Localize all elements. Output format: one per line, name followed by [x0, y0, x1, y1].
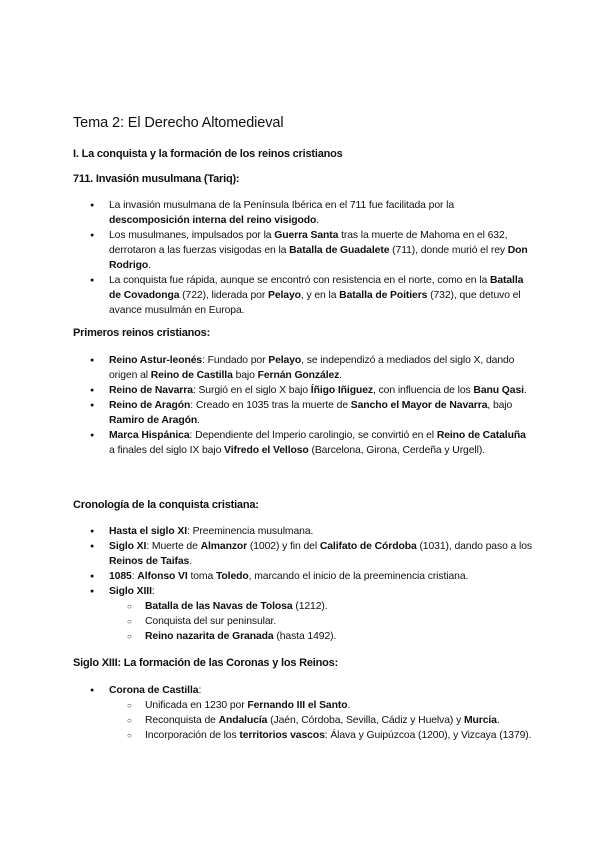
page-title: Tema 2: El Derecho Altomedieval	[73, 115, 284, 131]
castilla-sublist	[109, 698, 533, 743]
sublist-item: ○ Batalla de las Navas de Tolosa (1212).	[109, 599, 533, 614]
siglo13-heading: Siglo XIII: La formación de las Coronas y los Reinos:	[73, 657, 339, 669]
siglo13-list	[73, 683, 533, 743]
sublist-item: ○ Reino nazarita de Granada (hasta 1492).	[109, 629, 533, 644]
list-item: ● 1085: Alfonso VI toma Toledo, marcando el inicio de la preeminencia cristiana.	[73, 569, 533, 584]
sublist-item: ○ Unificada en 1230 por Fernando III el Santo.	[109, 698, 533, 713]
list-item: ● Hasta el siglo XI: Preeminencia musulmana.	[73, 524, 533, 539]
list-item: ● Los musulmanes, impulsados por la Guerra Santa tras la muerte de Mahoma en el 632, derrotaron a las fuerzas visigodas en la Batalla de Guadalete (711), donde murió el rey Don Rodrigo.	[73, 228, 533, 273]
list-item: ● Marca Hispánica: Dependiente del Imperio carolingio, se convirtió en el Reino de Cataluña a finales del siglo IX bajo Vifredo el Velloso (Barcelona, Girona, Cerdeña y Urgell).	[73, 428, 533, 458]
cronologia-list	[73, 524, 533, 644]
list-item: ● Siglo XI: Muerte de Almanzor (1002) y fin del Califato de Córdoba (1031), dando paso a los Reinos de Taifas.	[73, 539, 533, 569]
reinos-list	[73, 353, 533, 458]
siglo-xiii-sublist	[109, 599, 533, 644]
sublist-item: ○ Reconquista de Andalucía (Jaén, Córdoba, Sevilla, Cádiz y Huelva) y Murcia.	[109, 713, 533, 728]
section-heading: I. La conquista y la formación de los reinos cristianos	[73, 148, 343, 160]
cronologia-heading: Cronología de la conquista cristiana:	[73, 499, 259, 511]
list-item: ● Reino Astur-leonés: Fundado por Pelayo, se independizó a mediados del siglo X, dando origen al Reino de Castilla bajo Fernán González.	[73, 353, 533, 383]
invasion-list	[73, 198, 533, 318]
list-item: ● Reino de Navarra: Surgió en el siglo X bajo Íñigo Iñiguez, con influencia de los Banu Qasi.	[73, 383, 533, 398]
list-item: ● La invasión musulmana de la Península Ibérica en el 711 fue facilitada por la descomposición interna del reino visigodo.	[73, 198, 533, 228]
list-item: ● Reino de Aragón: Creado en 1035 tras la muerte de Sancho el Mayor de Navarra, bajo Ramiro de Aragón.	[73, 398, 533, 428]
list-item: ● Siglo XIII: ○ Batalla de las Navas de Tolosa (1212). ○ Conquista del sur peninsular. ○ Reino nazarita de Granada (hasta 1492).	[73, 584, 533, 644]
list-item: ● La conquista fue rápida, aunque se encontró con resistencia en el norte, como en la Batalla de Covadonga (722), liderada por Pelayo, y en la Batalla de Poitiers (732), que detuvo el avance musulmán en Europa.	[73, 273, 533, 318]
list-item: ● Corona de Castilla: ○ Unificada en 1230 por Fernando III el Santo. ○ Reconquista de Andalucía (Jaén, Córdoba, Sevilla, Cádiz y Huelva) y Murcia. ○ Incorporación de los territorios vascos: Álava y Guipúzcoa (1200), y Vizcaya (1379).	[73, 683, 533, 743]
reinos-heading: Primeros reinos cristianos:	[73, 327, 211, 339]
invasion-heading: 711. Invasión musulmana (Tariq):	[73, 173, 240, 185]
sublist-item: ○ Incorporación de los territorios vascos: Álava y Guipúzcoa (1200), y Vizcaya (1379).	[109, 728, 533, 743]
sublist-item: ○ Conquista del sur peninsular.	[109, 614, 533, 629]
